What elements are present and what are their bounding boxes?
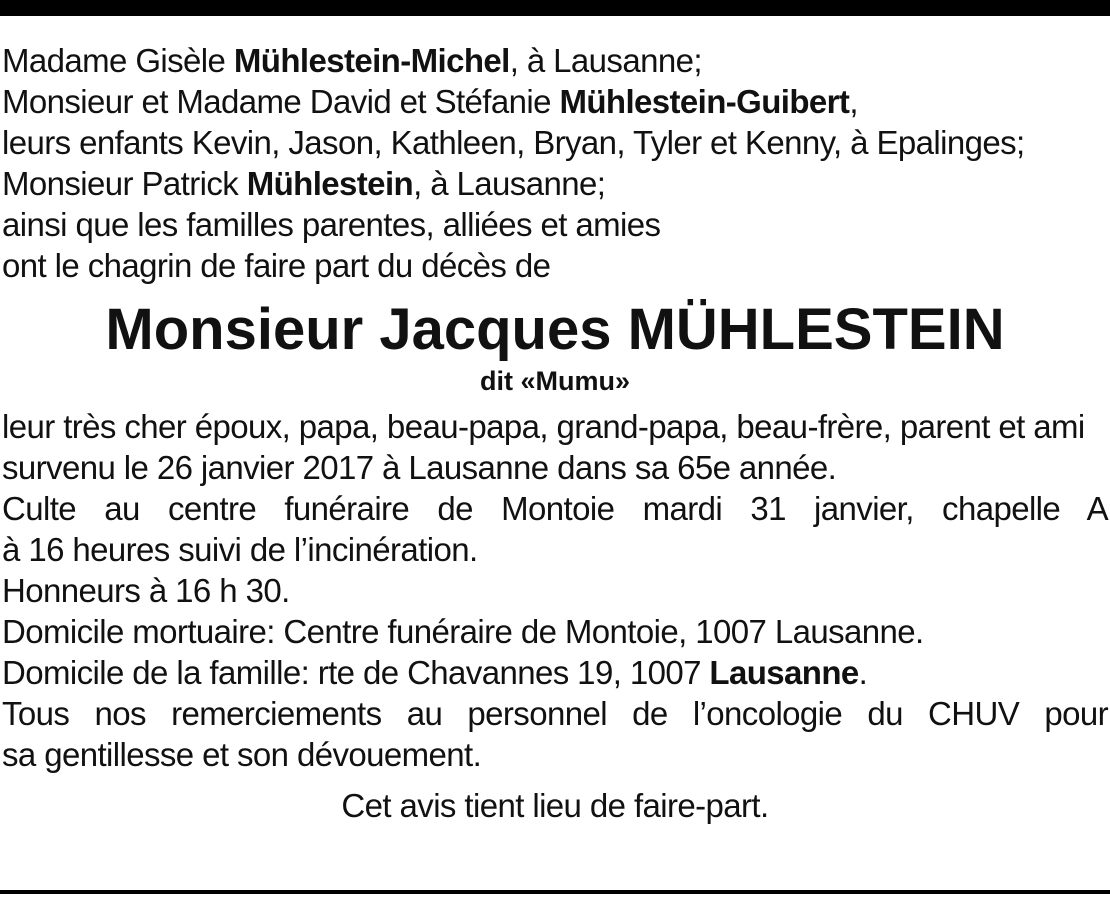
family-line: Monsieur et Madame David et Stéfanie Mühlestein-Guibert,	[2, 83, 858, 120]
obituary-notice	[2, 40, 1108, 826]
body-line: leur très cher époux, papa, beau-papa, grand-papa, beau-frère, parent et ami	[2, 408, 1085, 445]
family-line: Monsieur Patrick Mühlestein, à Lausanne;	[2, 165, 606, 202]
body-line: Honneurs à 16 h 30.	[2, 572, 290, 609]
body-line: à 16 heures suivi de l’incinération.	[2, 531, 478, 568]
top-rule	[0, 0, 1110, 16]
body-line: Tous nos remerciements au personnel de l’oncologie du CHUV pour	[2, 695, 1108, 732]
body-line: sa gentillesse et son dévouement.	[2, 736, 482, 773]
body-line: Domicile mortuaire: Centre funéraire de Montoie, 1007 Lausanne.	[2, 613, 924, 650]
bottom-rule	[0, 890, 1110, 894]
family-line: leurs enfants Kevin, Jason, Kathleen, Bryan, Tyler et Kenny, à Epalinges;	[2, 124, 1025, 161]
deceased-name: Monsieur Jacques MÜHLESTEIN	[105, 297, 1005, 362]
family-announcers	[2, 40, 1108, 286]
closing-note: Cet avis tient lieu de faire-part.	[341, 787, 769, 824]
family-line: ainsi que les familles parentes, alliées et amies	[2, 206, 661, 243]
body-line: survenu le 26 janvier 2017 à Lausanne dans sa 65e année.	[2, 449, 837, 486]
body-line: Domicile de la famille: rte de Chavannes 19, 1007 Lausanne.	[2, 654, 868, 691]
family-line: Madame Gisèle Mühlestein-Michel, à Lausanne;	[2, 42, 702, 79]
notice-body	[2, 406, 1108, 775]
deceased-nickname: dit «Mumu»	[479, 366, 630, 396]
body-line: Culte au centre funéraire de Montoie mardi 31 janvier, chapelle A	[2, 490, 1108, 527]
family-line: ont le chagrin de faire part du décès de	[2, 247, 551, 284]
